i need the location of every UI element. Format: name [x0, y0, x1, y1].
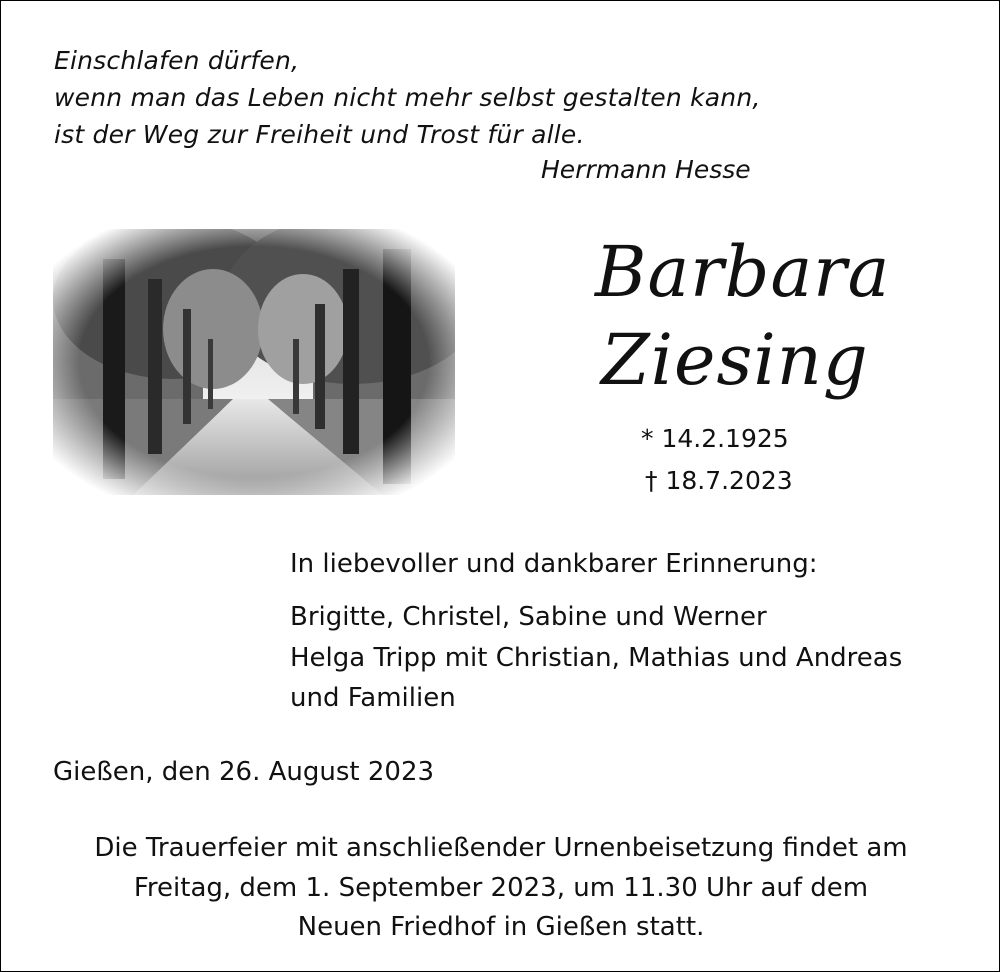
family-intro: In liebevoller und dankbarer Erinnerung: — [290, 549, 818, 579]
quote-line-1: Einschlafen dürfen, — [54, 46, 300, 75]
birth-date: * 14.2.1925 — [641, 424, 789, 453]
funeral-line-2: Freitag, dem 1. September 2023, um 11.30 Uhr auf dem — [133, 873, 869, 903]
quote-line-3: ist der Weg zur Freiheit und Trost für alle. — [54, 120, 585, 149]
funeral-line-1: Die Trauerfeier mit anschließender Urnenbeisetzung findet am — [94, 833, 908, 863]
quote-author: Herrmann Hesse — [541, 155, 751, 184]
family-line-3: und Familien — [290, 683, 456, 713]
family-line-1: Brigitte, Christel, Sabine und Werner — [290, 602, 767, 632]
family-line-2: Helga Tripp mit Christian, Mathias und Andreas — [290, 643, 903, 673]
funeral-line-3: Neuen Friedhof in Gießen statt. — [297, 912, 705, 942]
deceased-last-name: Ziesing — [601, 319, 869, 401]
quote-line-2: wenn man das Leben nicht mehr selbst gestalten kann, — [54, 83, 761, 112]
death-date: † 18.7.2023 — [645, 466, 793, 495]
tree-avenue-photo — [53, 229, 455, 495]
deceased-first-name: Barbara — [595, 231, 891, 313]
place-date: Gießen, den 26. August 2023 — [53, 757, 435, 787]
